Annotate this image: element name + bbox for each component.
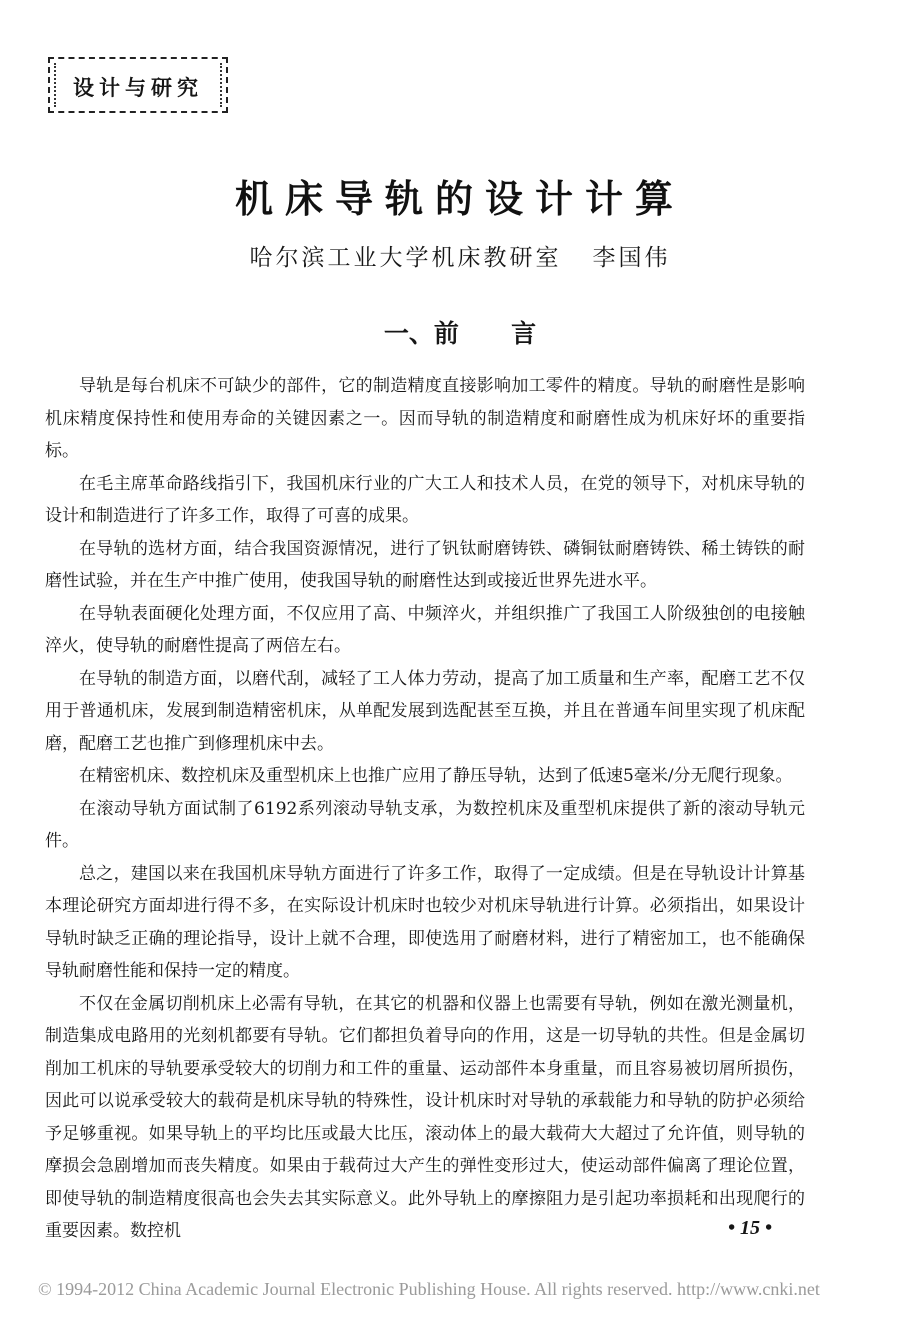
paragraph: 在导轨表面硬化处理方面，不仅应用了高、中频淬火，并组织推广了我国工人阶级独创的电接触淬火，使导轨的耐磨性提高了两倍左右。 (45, 603, 805, 656)
section-heading: 一、前 言 (383, 319, 537, 348)
article-byline: 哈尔滨工业大学机床教研室 李国伟 (249, 245, 671, 271)
copyright-footer: © 1994-2012 China Academic Journal Electronic Publishing House. All rights reserved. http://www.cnki.net (38, 1279, 820, 1299)
paragraph: 总之，建国以来在我国机床导轨方面进行了许多工作，取得了一定成绩。但是在导轨设计计算基本理论研究方面却进行得不多，在实际设计机床时也较少对机床导轨进行计算。必须指出，如果设计导轨时缺乏正确的理论指导，设计上就不合理，即使选用了耐磨材料，进行了精密加工，也不能确保导轨耐磨性能和保持一定的精度。 (45, 863, 805, 981)
article-body (45, 370, 805, 1248)
page-number: • 15 • (728, 1217, 773, 1239)
column-label: 设计与研究 (73, 76, 203, 100)
article-title: 机床导轨的设计计算 (234, 177, 685, 221)
paragraph: 在导轨的制造方面，以磨代刮，减轻了工人体力劳动，提高了加工质量和生产率，配磨工艺不仅用于普通机床，发展到制造精密机床，从单配发展到选配甚至互换，并且在普通车间里实现了机床配磨，配磨工艺也推广到修理机床中去。 (45, 668, 805, 754)
paragraph: 在滚动导轨方面试制了6192系列滚动导轨支承，为数控机床及重型机床提供了新的滚动导轨元件。 (45, 798, 805, 851)
paragraph: 不仅在金属切削机床上必需有导轨，在其它的机器和仪器上也需要有导轨，例如在激光测量机，制造集成电路用的光刻机都要有导轨。它们都担负着导向的作用，这是一切导轨的共性。但是金属切削加工机床的导轨要承受较大的切削力和工件的重量、运动部件本身重量，而且容易被切屑所损伤，因此可以说承受较大的载荷是机床导轨的特殊性，设计机床时对导轨的承载能力和导轨的防护必须给予足够重视。如果导轨上的平均比压或最大比压，滚动体上的最大载荷大大超过了允许值，则导轨的摩损会急剧增加而丧失精度。如果由于载荷过大产生的弹性变形过大，使运动部件偏离了理论位置，即使导轨的制造精度很高也会失去其实际意义。此外导轨上的摩擦阻力是引起功率损耗和出现爬行的重要因素。数控机 (45, 993, 805, 1241)
paragraph: 在导轨的选材方面，结合我国资源情况，进行了钒钛耐磨铸铁、磷铜钛耐磨铸铁、稀土铸铁的耐磨性试验，并在生产中推广使用，使我国导轨的耐磨性达到或接近世界先进水平。 (45, 538, 805, 591)
paragraph: 导轨是每台机床不可缺少的部件，它的制造精度直接影响加工零件的精度。导轨的耐磨性是影响机床精度保持性和使用寿命的关键因素之一。因而导轨的制造精度和耐磨性成为机床好坏的重要指标。 (45, 376, 805, 461)
column-header-box (48, 57, 228, 113)
paragraph: 在毛主席革命路线指引下，我国机床行业的广大工人和技术人员，在党的领导下，对机床导轨的设计和制造进行了许多工作，取得了可喜的成果。 (45, 473, 805, 526)
paragraph: 在精密机床、数控机床及重型机床上也推广应用了静压导轨，达到了低速5毫米/分无爬行现象。 (79, 766, 793, 786)
